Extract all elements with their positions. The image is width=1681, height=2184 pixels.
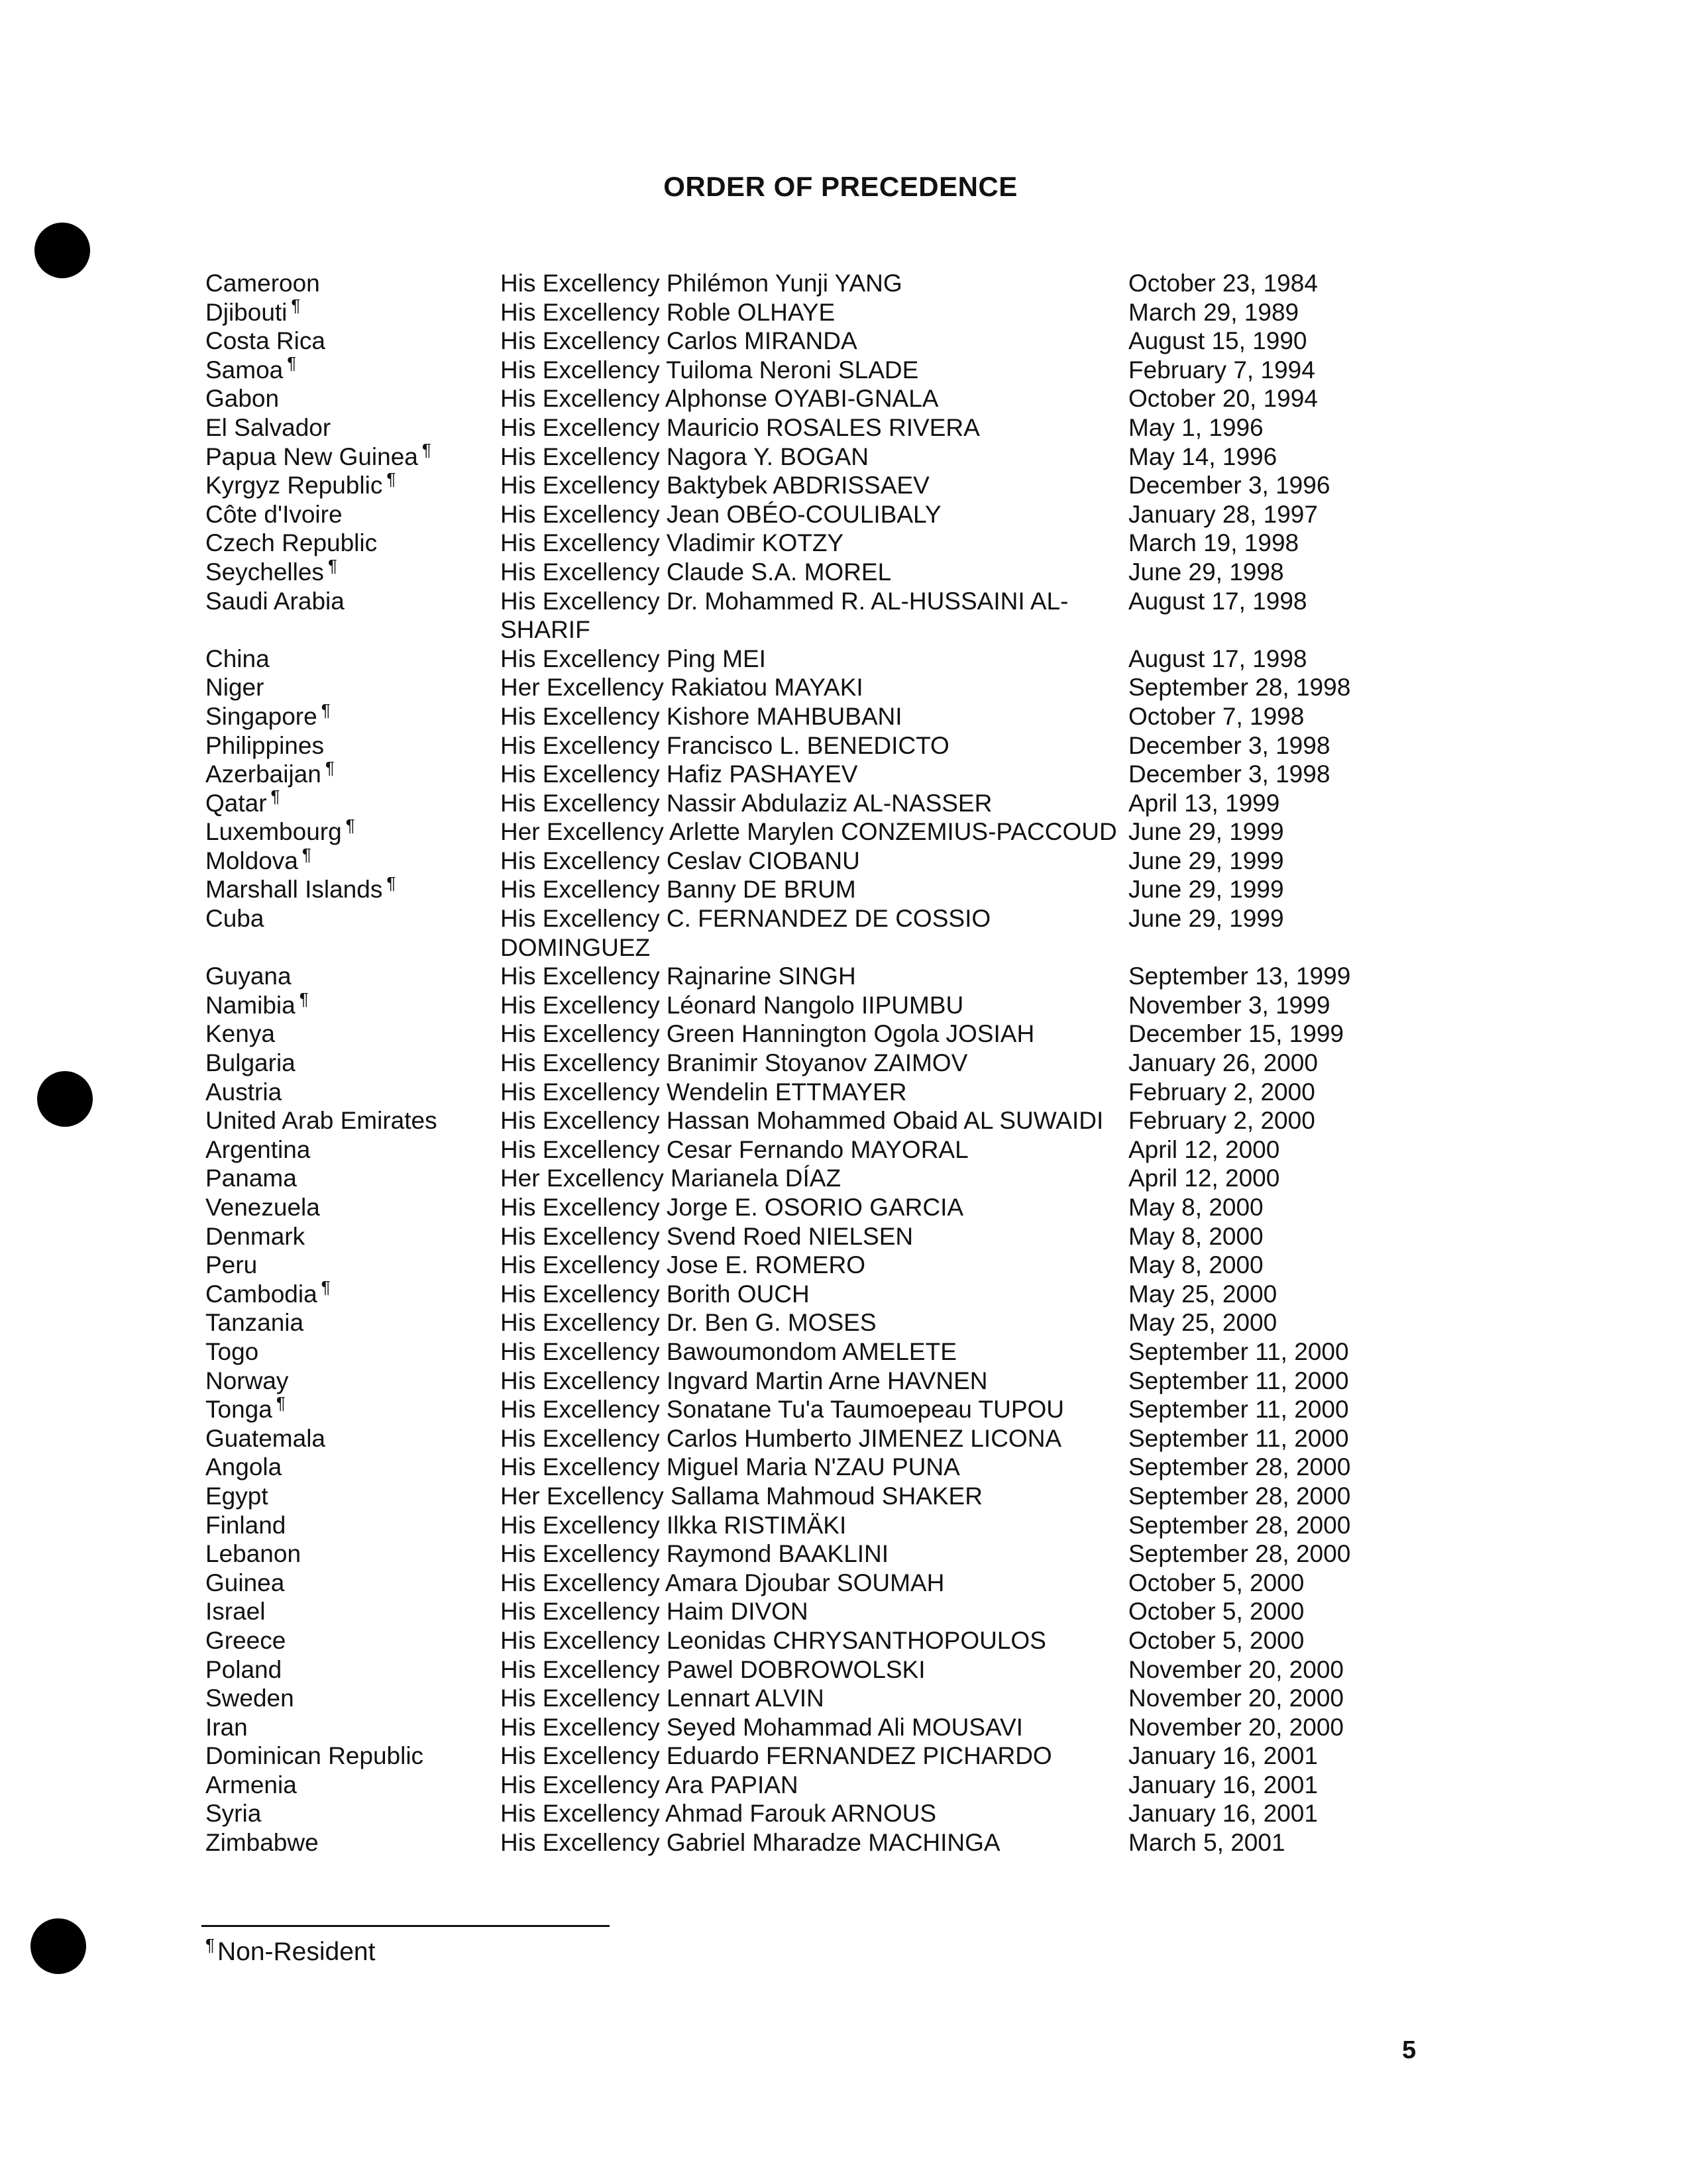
ambassador-name: His Excellency Amara Djoubar SOUMAH [500, 1569, 945, 1596]
list-item [205, 875, 1398, 904]
ambassador-name: His Excellency Ingvard Martin Arne HAVNEN [500, 1367, 988, 1394]
country-label: Qatar [205, 789, 267, 817]
credential-date: September 11, 2000 [1128, 1367, 1349, 1394]
country-name [205, 1799, 500, 1828]
list-item [205, 587, 1398, 645]
ambassador-name: Her Excellency Rakiatou MAYAKI [500, 674, 863, 702]
country-label: Namibia [205, 991, 296, 1019]
list-item [205, 1019, 1398, 1049]
page-number: 5 [1402, 2036, 1417, 2064]
list-item [205, 786, 1398, 818]
country-name [205, 1453, 500, 1482]
credential-date: January 16, 2001 [1128, 1771, 1318, 1798]
list-item [205, 1135, 1398, 1165]
non-resident-mark: ¶ [291, 295, 301, 316]
ambassador-name: His Excellency Lennart ALVIN [500, 1685, 824, 1712]
country-label: Luxembourg [205, 818, 342, 846]
list-item [205, 555, 1398, 587]
non-resident-mark: ¶ [325, 757, 335, 778]
country-label: Poland [205, 1655, 282, 1683]
credential-date: October 23, 1984 [1128, 270, 1318, 297]
list-item [205, 1742, 1398, 1771]
ambassador-name: His Excellency Kishore MAHBUBANI [500, 702, 902, 730]
ambassador-name: His Excellency Dr. Ben G. MOSES [500, 1309, 877, 1337]
credential-date: March 29, 1989 [1128, 298, 1299, 326]
ambassador-name: His Excellency Branimir Stoyanov ZAIMOV [500, 1049, 968, 1077]
list-item [205, 904, 1398, 962]
ambassador-name: His Excellency Miguel Maria N'ZAU PUNA [500, 1453, 960, 1481]
list-item [205, 1569, 1398, 1598]
non-resident-mark: ¶ [276, 1392, 286, 1413]
country-name [205, 1828, 500, 1857]
list-item [205, 1626, 1398, 1655]
list-item [205, 1222, 1398, 1251]
list-item [205, 384, 1398, 413]
country-label: Djibouti [205, 298, 288, 326]
country-name [205, 1193, 500, 1222]
country-label: Azerbaijan [205, 760, 321, 788]
credential-date: January 28, 1997 [1128, 500, 1318, 528]
country-name [205, 1392, 500, 1424]
punch-hole-middle [37, 1071, 93, 1127]
ambassador-name: His Excellency Carlos MIRANDA [500, 327, 857, 355]
country-name [205, 1655, 500, 1685]
country-label: Greece [205, 1626, 286, 1654]
credential-date: December 3, 1998 [1128, 760, 1330, 788]
country-label: Iran [205, 1713, 248, 1741]
country-label: Singapore [205, 702, 317, 730]
ambassador-name: His Excellency Carlos Humberto JIMENEZ LICONA [500, 1424, 1062, 1452]
list-item [205, 442, 1398, 472]
country-label: Saudi Arabia [205, 587, 345, 615]
country-label: China [205, 645, 270, 672]
country-label: Kenya [205, 1020, 275, 1048]
list-item [205, 817, 1398, 847]
list-item [205, 500, 1398, 529]
country-name [205, 1251, 500, 1280]
ambassador-name: His Excellency Ceslav CIOBANU [500, 847, 860, 874]
credential-date: October 5, 2000 [1128, 1569, 1305, 1596]
country-label: Israel [205, 1598, 266, 1626]
footnote [205, 1935, 376, 1967]
credential-date: August 15, 1990 [1128, 327, 1307, 355]
country-name [205, 1771, 500, 1800]
ambassador-name: His Excellency Roble OLHAYE [500, 298, 836, 326]
credential-date: May 8, 2000 [1128, 1222, 1264, 1250]
country-label: Dominican Republic [205, 1742, 424, 1770]
country-label: Samoa [205, 356, 284, 384]
country-label: Côte d'Ivoire [205, 500, 343, 528]
country-label: Gabon [205, 385, 280, 413]
non-resident-mark: ¶ [321, 700, 331, 720]
ambassador-name: His Excellency Alphonse OYABI-GNALA [500, 385, 939, 413]
country-name [205, 1078, 500, 1107]
ambassador-name: His Excellency Sonatane Tu'a Taumoepeau TUPOU [500, 1396, 1064, 1424]
ambassador-name: His Excellency Ping MEI [500, 645, 766, 672]
list-item [205, 1655, 1398, 1685]
ambassador-name: His Excellency Tuiloma Neroni SLADE [500, 356, 919, 384]
credential-date: May 8, 2000 [1128, 1194, 1264, 1221]
country-label: Togo [205, 1337, 259, 1365]
credential-date: April 12, 2000 [1128, 1165, 1280, 1192]
list-item [205, 1828, 1398, 1857]
credential-date: May 14, 1996 [1128, 442, 1277, 470]
credential-date: September 11, 2000 [1128, 1396, 1349, 1424]
country-label: Venezuela [205, 1194, 320, 1221]
credential-date: January 16, 2001 [1128, 1800, 1318, 1828]
ambassador-name: His Excellency C. FERNANDEZ DE COSSIO DOMINGUEZ [500, 905, 991, 961]
ambassador-name: His Excellency Claude S.A. MOREL [500, 558, 892, 586]
ambassador-name: His Excellency Seyed Mohammad Ali MOUSAVI [500, 1713, 1023, 1741]
country-name [205, 786, 500, 818]
ambassador-name: His Excellency Ara PAPIAN [500, 1771, 798, 1798]
ambassador-name: His Excellency Eduardo FERNANDEZ PICHARDO [500, 1742, 1052, 1770]
credential-date: June 29, 1999 [1128, 818, 1284, 846]
list-item [205, 1392, 1398, 1424]
ambassador-name: His Excellency Pawel DOBROWOLSKI [500, 1655, 926, 1683]
country-name [205, 1539, 500, 1569]
credential-date: December 15, 1999 [1128, 1020, 1344, 1048]
credential-date: October 5, 2000 [1128, 1626, 1305, 1654]
credential-date: May 8, 2000 [1128, 1251, 1264, 1279]
footnote-text: Non-Resident [217, 1938, 376, 1966]
country-label: Papua New Guinea [205, 442, 418, 470]
country-name [205, 353, 500, 385]
country-label: Finland [205, 1511, 286, 1539]
list-item [205, 1453, 1398, 1482]
ambassador-name: His Excellency Léonard Nangolo IIPUMBU [500, 991, 964, 1019]
country-label: Sweden [205, 1685, 294, 1712]
ambassador-name: His Excellency Haim DIVON [500, 1598, 808, 1626]
country-name [205, 1135, 500, 1165]
list-item [205, 468, 1398, 500]
credential-date: November 3, 1999 [1128, 991, 1330, 1019]
country-label: Moldova [205, 847, 298, 874]
non-resident-mark: ¶ [205, 1935, 215, 1955]
credential-date: September 13, 1999 [1128, 962, 1351, 990]
country-label: Denmark [205, 1222, 305, 1250]
list-item [205, 269, 1398, 298]
ambassador-name: His Excellency Vladimir KOTZY [500, 529, 844, 557]
non-resident-mark: ¶ [301, 844, 311, 864]
credential-date: June 29, 1998 [1128, 558, 1284, 586]
country-name [205, 673, 500, 702]
list-item [205, 1771, 1398, 1800]
ambassador-name: His Excellency Gabriel Mharadze MACHINGA [500, 1829, 1001, 1857]
list-item [205, 1106, 1398, 1135]
country-name [205, 269, 500, 298]
country-label: Tonga [205, 1396, 272, 1424]
country-label: Bulgaria [205, 1049, 296, 1077]
ambassador-name: His Excellency Leonidas CHRYSANTHOPOULOS [500, 1626, 1046, 1654]
credential-date: February 2, 2000 [1128, 1078, 1315, 1106]
country-label: Cuba [205, 905, 264, 933]
ambassador-name: His Excellency Cesar Fernando MAYORAL [500, 1135, 969, 1163]
country-name [205, 962, 500, 991]
credential-date: November 20, 2000 [1128, 1713, 1344, 1741]
country-name [205, 555, 500, 587]
ambassador-name: His Excellency Dr. Mohammed R. AL-HUSSAINI AL-SHARIF [500, 587, 1069, 644]
precedence-list [205, 269, 1398, 1857]
list-item [205, 353, 1398, 385]
list-item [205, 988, 1398, 1020]
list-item [205, 673, 1398, 702]
ambassador-name: His Excellency Bawoumondom AMELETE [500, 1337, 957, 1365]
credential-date: May 25, 2000 [1128, 1280, 1277, 1308]
ambassador-name: His Excellency Hassan Mohammed Obaid AL SUWAIDI [500, 1107, 1104, 1135]
ambassador-name: His Excellency Ahmad Farouk ARNOUS [500, 1800, 937, 1828]
country-name [205, 1742, 500, 1771]
credential-date: September 11, 2000 [1128, 1337, 1349, 1365]
list-item [205, 962, 1398, 991]
list-item [205, 1367, 1398, 1396]
list-item [205, 1164, 1398, 1193]
list-item [205, 295, 1398, 327]
country-name [205, 817, 500, 847]
punch-hole-top [34, 223, 90, 278]
country-name [205, 645, 500, 674]
ambassador-name: Her Excellency Sallama Mahmoud SHAKER [500, 1482, 983, 1510]
country-name [205, 1626, 500, 1655]
country-name [205, 1106, 500, 1135]
country-label: Argentina [205, 1135, 311, 1163]
ambassador-name: His Excellency Philémon Yunji YANG [500, 270, 902, 297]
country-name [205, 875, 500, 904]
country-name [205, 1424, 500, 1453]
country-label: Philippines [205, 731, 324, 759]
non-resident-mark: ¶ [321, 1277, 331, 1298]
list-item [205, 1308, 1398, 1337]
country-label: Lebanon [205, 1540, 301, 1568]
country-name [205, 1511, 500, 1540]
credential-date: April 13, 1999 [1128, 789, 1280, 817]
credential-date: September 28, 2000 [1128, 1511, 1351, 1539]
list-item [205, 1482, 1398, 1511]
credential-date: November 20, 2000 [1128, 1655, 1344, 1683]
ambassador-name: His Excellency Green Hannington Ogola JOSIAH [500, 1020, 1035, 1048]
country-label: Syria [205, 1800, 262, 1828]
credential-date: September 28, 1998 [1128, 674, 1351, 702]
country-name [205, 1367, 500, 1396]
country-label: Panama [205, 1165, 297, 1192]
country-label: Czech Republic [205, 529, 378, 557]
list-item [205, 1684, 1398, 1713]
credential-date: June 29, 1999 [1128, 905, 1284, 933]
credential-date: January 16, 2001 [1128, 1742, 1318, 1770]
ambassador-name: His Excellency Baktybek ABDRISSAEV [500, 472, 930, 499]
ambassador-name: Her Excellency Arlette Marylen CONZEMIUS-PACCOUD [500, 818, 1117, 846]
non-resident-mark: ¶ [327, 555, 337, 576]
country-name [205, 757, 500, 789]
country-label: Zimbabwe [205, 1829, 319, 1857]
list-item [205, 1424, 1398, 1453]
ambassador-name: His Excellency Hafiz PASHAYEV [500, 760, 858, 788]
country-name [205, 988, 500, 1020]
ambassador-name: His Excellency Nagora Y. BOGAN [500, 442, 869, 470]
country-name [205, 1019, 500, 1049]
credential-date: May 25, 2000 [1128, 1309, 1277, 1337]
country-label: Tanzania [205, 1309, 304, 1337]
credential-date: February 2, 2000 [1128, 1107, 1315, 1135]
credential-date: September 28, 2000 [1128, 1482, 1351, 1510]
country-name [205, 1597, 500, 1626]
credential-date: September 28, 2000 [1128, 1540, 1351, 1568]
country-name [205, 1164, 500, 1193]
country-name [205, 1337, 500, 1367]
ambassador-name: His Excellency Borith OUCH [500, 1280, 810, 1308]
country-name [205, 468, 500, 500]
non-resident-mark: ¶ [421, 440, 431, 460]
country-label: Seychelles [205, 558, 324, 586]
list-item [205, 1078, 1398, 1107]
non-resident-mark: ¶ [287, 353, 297, 374]
country-name [205, 1222, 500, 1251]
ambassador-name: His Excellency Nassir Abdulaziz AL-NASSER [500, 789, 993, 817]
ambassador-name: His Excellency Mauricio ROSALES RIVERA [500, 413, 980, 441]
country-name [205, 904, 500, 962]
list-item [205, 1337, 1398, 1367]
country-name [205, 587, 500, 645]
country-name [205, 1277, 500, 1309]
credential-date: October 20, 1994 [1128, 385, 1318, 413]
country-label: Guinea [205, 1569, 285, 1596]
country-label: United Arab Emirates [205, 1107, 437, 1135]
list-item [205, 413, 1398, 442]
country-label: Guatemala [205, 1424, 325, 1452]
credential-date: September 11, 2000 [1128, 1424, 1349, 1452]
credential-date: October 7, 1998 [1128, 702, 1305, 730]
list-item [205, 645, 1398, 674]
list-item [205, 731, 1398, 760]
country-label: Guyana [205, 962, 292, 990]
country-label: Peru [205, 1251, 258, 1279]
country-label: Cambodia [205, 1280, 317, 1308]
country-label: Cameroon [205, 270, 320, 297]
country-label: Niger [205, 674, 264, 702]
country-label: Costa Rica [205, 327, 325, 355]
country-label: Kyrgyz Republic [205, 472, 383, 499]
credential-date: August 17, 1998 [1128, 645, 1307, 672]
country-name [205, 844, 500, 876]
country-label: Marshall Islands [205, 876, 383, 904]
non-resident-mark: ¶ [270, 786, 280, 807]
list-item [205, 1251, 1398, 1280]
country-name [205, 413, 500, 442]
country-label: Angola [205, 1453, 282, 1481]
country-name [205, 327, 500, 356]
non-resident-mark: ¶ [345, 815, 355, 835]
list-item [205, 529, 1398, 558]
ambassador-name: His Excellency Jorge E. OSORIO GARCIA [500, 1194, 964, 1221]
credential-date: December 3, 1998 [1128, 731, 1330, 759]
country-label: El Salvador [205, 413, 331, 441]
list-item [205, 702, 1398, 731]
list-item [205, 1799, 1398, 1828]
country-label: Austria [205, 1078, 282, 1106]
page-title: ORDER OF PRECEDENCE [663, 171, 1018, 202]
country-label: Norway [205, 1367, 289, 1394]
credential-date: February 7, 1994 [1128, 356, 1315, 384]
list-item [205, 327, 1398, 356]
credential-date: March 19, 1998 [1128, 529, 1299, 557]
list-item [205, 1049, 1398, 1078]
country-name [205, 442, 500, 472]
punch-hole-bottom [30, 1918, 86, 1974]
ambassador-name: Her Excellency Marianela DÍAZ [500, 1165, 841, 1192]
credential-date: May 1, 1996 [1128, 413, 1264, 441]
country-name [205, 731, 500, 760]
list-item [205, 1539, 1398, 1569]
country-name [205, 1308, 500, 1337]
ambassador-name: His Excellency Jean OBÉO-COULIBALY [500, 500, 942, 528]
list-item [205, 757, 1398, 789]
credential-date: June 29, 1999 [1128, 847, 1284, 874]
ambassador-name: His Excellency Raymond BAAKLINI [500, 1540, 889, 1568]
credential-date: March 5, 2001 [1128, 1829, 1285, 1857]
credential-date: August 17, 1998 [1128, 587, 1307, 615]
credential-date: September 28, 2000 [1128, 1453, 1351, 1481]
list-item [205, 1511, 1398, 1540]
country-name [205, 500, 500, 529]
country-label: Armenia [205, 1771, 297, 1798]
credential-date: October 5, 2000 [1128, 1598, 1305, 1626]
country-name [205, 702, 500, 731]
country-name [205, 384, 500, 413]
credential-date: November 20, 2000 [1128, 1685, 1344, 1712]
list-item [205, 1597, 1398, 1626]
country-name [205, 1482, 500, 1511]
ambassador-name: His Excellency Wendelin ETTMAYER [500, 1078, 907, 1106]
non-resident-mark: ¶ [386, 468, 396, 489]
country-name [205, 1713, 500, 1742]
list-item [205, 844, 1398, 876]
country-label: Egypt [205, 1482, 268, 1510]
credential-date: January 26, 2000 [1128, 1049, 1318, 1077]
list-item [205, 1277, 1398, 1309]
credential-date: December 3, 1996 [1128, 472, 1330, 499]
country-name [205, 1569, 500, 1598]
credential-date: June 29, 1999 [1128, 876, 1284, 904]
ambassador-name: His Excellency Svend Roed NIELSEN [500, 1222, 914, 1250]
credential-date: April 12, 2000 [1128, 1135, 1280, 1163]
ambassador-name: His Excellency Banny DE BRUM [500, 876, 856, 904]
country-name [205, 295, 500, 327]
ambassador-name: His Excellency Rajnarine SINGH [500, 962, 856, 990]
ambassador-name: His Excellency Ilkka RISTIMÄKI [500, 1511, 847, 1539]
footnote-divider [201, 1925, 610, 1927]
non-resident-mark: ¶ [299, 988, 309, 1009]
country-name [205, 1049, 500, 1078]
non-resident-mark: ¶ [386, 873, 396, 894]
ambassador-name: His Excellency Francisco L. BENEDICTO [500, 731, 949, 759]
country-name [205, 529, 500, 558]
ambassador-name: His Excellency Jose E. ROMERO [500, 1251, 866, 1279]
list-item [205, 1713, 1398, 1742]
country-name [205, 1684, 500, 1713]
list-item [205, 1193, 1398, 1222]
